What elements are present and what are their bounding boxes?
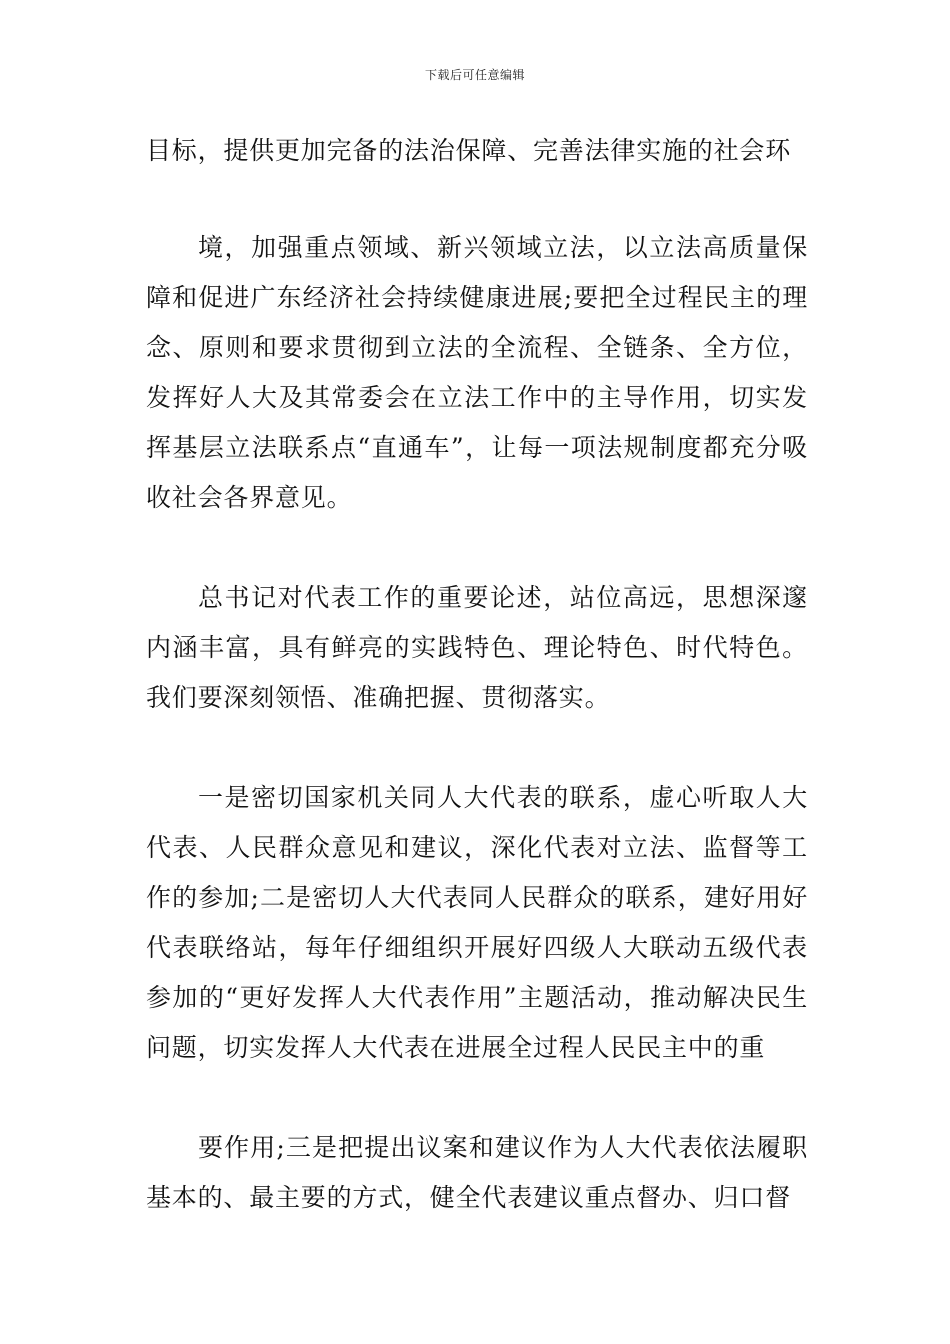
document-body	[146, 126, 808, 1223]
paragraph-3: 总书记对代表工作的重要论述，站位高远，思想深邃内涵丰富，具有鲜亮的实践特色、理论特色、时代特色。我们要深刻领悟、准确把握、贯彻落实。	[146, 583, 808, 712]
paragraph-4: 一是密切国家机关同人大代表的联系，虚心听取人大代表、人民群众意见和建议，深化代表对立法、监督等工作的参加;二是密切人大代表同人民群众的联系，建好用好代表联络站，每年仔细组织开展好四级人大联动五级代表参加的“更好发挥人大代表作用”主题活动，推动解决民生问题，切实发挥人大代表在进展全过程人民民主中的重	[146, 783, 808, 1062]
header-note: 下载后可任意编辑	[424, 68, 525, 82]
paragraph-5: 要作用;三是把提出议案和建议作为人大代表依法履职基本的、最主要的方式，健全代表建议重点督办、归口督	[146, 1133, 808, 1212]
paragraph-2: 境，加强重点领域、新兴领域立法，以立法高质量保障和促进广东经济社会持续健康进展;要把全过程民主的理念、原则和要求贯彻到立法的全流程、全链条、全方位，发挥好人大及其常委会在立法工作中的主导作用，切实发挥基层立法联系点“直通车”，让每一项法规制度都充分吸收社会各界意见。	[146, 233, 808, 512]
paragraph-1: 目标，提供更加完备的法治保障、完善法律实施的社会环	[146, 136, 792, 165]
